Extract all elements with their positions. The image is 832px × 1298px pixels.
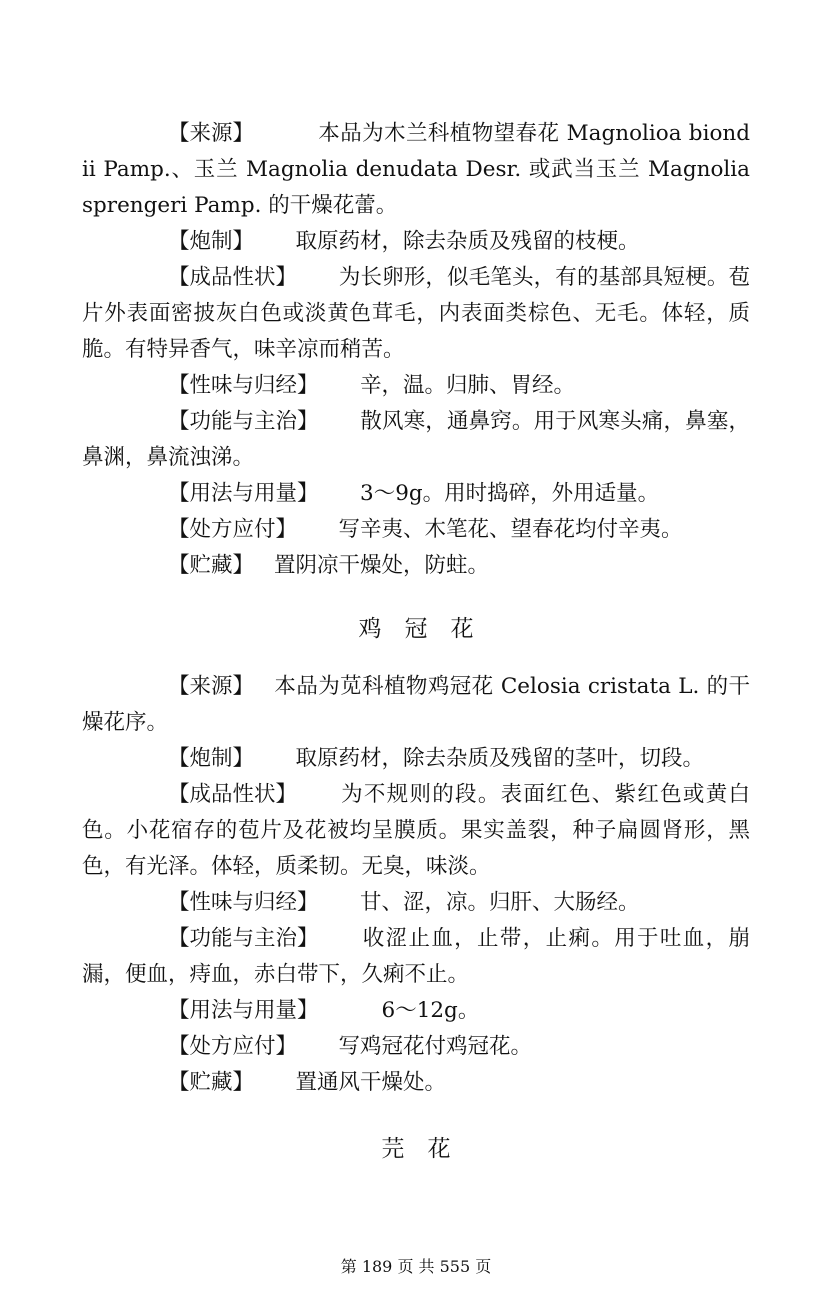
- entry-jiguanhua: [82, 669, 750, 1101]
- field-text: 写鸡冠花付鸡冠花。: [317, 1034, 533, 1059]
- field-label: 【性味与归经】: [168, 890, 319, 915]
- field-text: 置阴凉干燥处，防蛀。: [274, 553, 490, 578]
- field-text: 本品为木兰科植物望春花 Magnolioa biondii Pamp.、玉兰 Magnolia denudata Desr. 或武当玉兰 Magnolia sprengeri Pamp. 的干燥花蕾。: [82, 121, 750, 218]
- field-text: 置通风干燥处。: [274, 1070, 447, 1095]
- field-storage: [82, 548, 750, 584]
- field-label: 【贮藏】: [168, 553, 255, 578]
- field-nature-meridian: [82, 368, 750, 404]
- field-label: 【功能与主治】: [168, 926, 319, 951]
- field-label: 【处方应付】: [168, 517, 298, 542]
- field-appearance: [82, 777, 750, 885]
- field-label: 【成品性状】: [168, 265, 298, 290]
- field-label: 【处方应付】: [168, 1034, 298, 1059]
- field-text: 散风寒，通鼻窍。用于风寒头痛，鼻塞，鼻渊，鼻流浊涕。: [82, 409, 750, 470]
- field-prescription: [82, 1029, 750, 1065]
- entry-xinyi: [82, 116, 750, 584]
- field-text: 取原药材，除去杂质及残留的茎叶，切段。: [274, 746, 705, 771]
- field-function: [82, 921, 750, 993]
- field-processing: [82, 224, 750, 260]
- field-source: [82, 669, 750, 741]
- field-text: 甘、涩，凉。归肝、大肠经。: [338, 890, 640, 915]
- field-text: 写辛夷、木笔花、望春花均付辛夷。: [317, 517, 683, 542]
- field-text: 为长卵形，似毛笔头，有的基部具短梗。苞片外表面密披灰白色或淡黄色茸毛，内表面类棕色、无毛。体轻，质脆。有特异香气，味辛凉而稍苦。: [82, 265, 750, 362]
- field-label: 【来源】: [168, 121, 255, 146]
- field-text: 取原药材，除去杂质及残留的枝梗。: [274, 229, 640, 254]
- field-usage-dosage: [82, 476, 750, 512]
- field-prescription: [82, 512, 750, 548]
- field-text: 为不规则的段。表面红色、紫红色或黄白色。小花宿存的苞片及花被均呈膜质。果实盖裂，种子扁圆肾形，黑色，有光泽。体轻，质柔韧。无臭，味淡。: [82, 782, 750, 879]
- field-label: 【用法与用量】: [168, 481, 319, 506]
- field-label: 【贮藏】: [168, 1070, 255, 1095]
- field-source: [82, 116, 750, 224]
- field-label: 【炮制】: [168, 746, 255, 771]
- field-label: 【功能与主治】: [168, 409, 319, 434]
- field-label: 【来源】: [168, 674, 255, 699]
- field-text: 本品为苋科植物鸡冠花 Celosia cristata L. 的干燥花序。: [82, 674, 750, 735]
- field-label: 【成品性状】: [168, 782, 298, 807]
- entry-title: 鸡 冠 花: [358, 616, 474, 642]
- field-appearance: [82, 260, 750, 368]
- field-label: 【炮制】: [168, 229, 255, 254]
- field-function: [82, 404, 750, 476]
- field-usage-dosage: [82, 993, 750, 1029]
- field-storage: [82, 1065, 750, 1101]
- field-nature-meridian: [82, 885, 750, 921]
- field-text: 辛，温。归肺、胃经。: [338, 373, 576, 398]
- field-label: 【用法与用量】: [168, 998, 319, 1023]
- field-text: 3～9g。用时捣碎，外用适量。: [338, 481, 660, 506]
- field-text: 收涩止血，止带，止痢。用于吐血，崩漏，便血，痔血，赤白带下，久痢不止。: [82, 926, 750, 987]
- page-number-footer: 第 189 页 共 555 页: [340, 1257, 492, 1276]
- entry-title: 芫 花: [381, 1136, 451, 1162]
- field-processing: [82, 741, 750, 777]
- field-text: 6～12g。: [338, 998, 480, 1023]
- field-label: 【性味与归经】: [168, 373, 319, 398]
- document-page: [82, 116, 750, 1167]
